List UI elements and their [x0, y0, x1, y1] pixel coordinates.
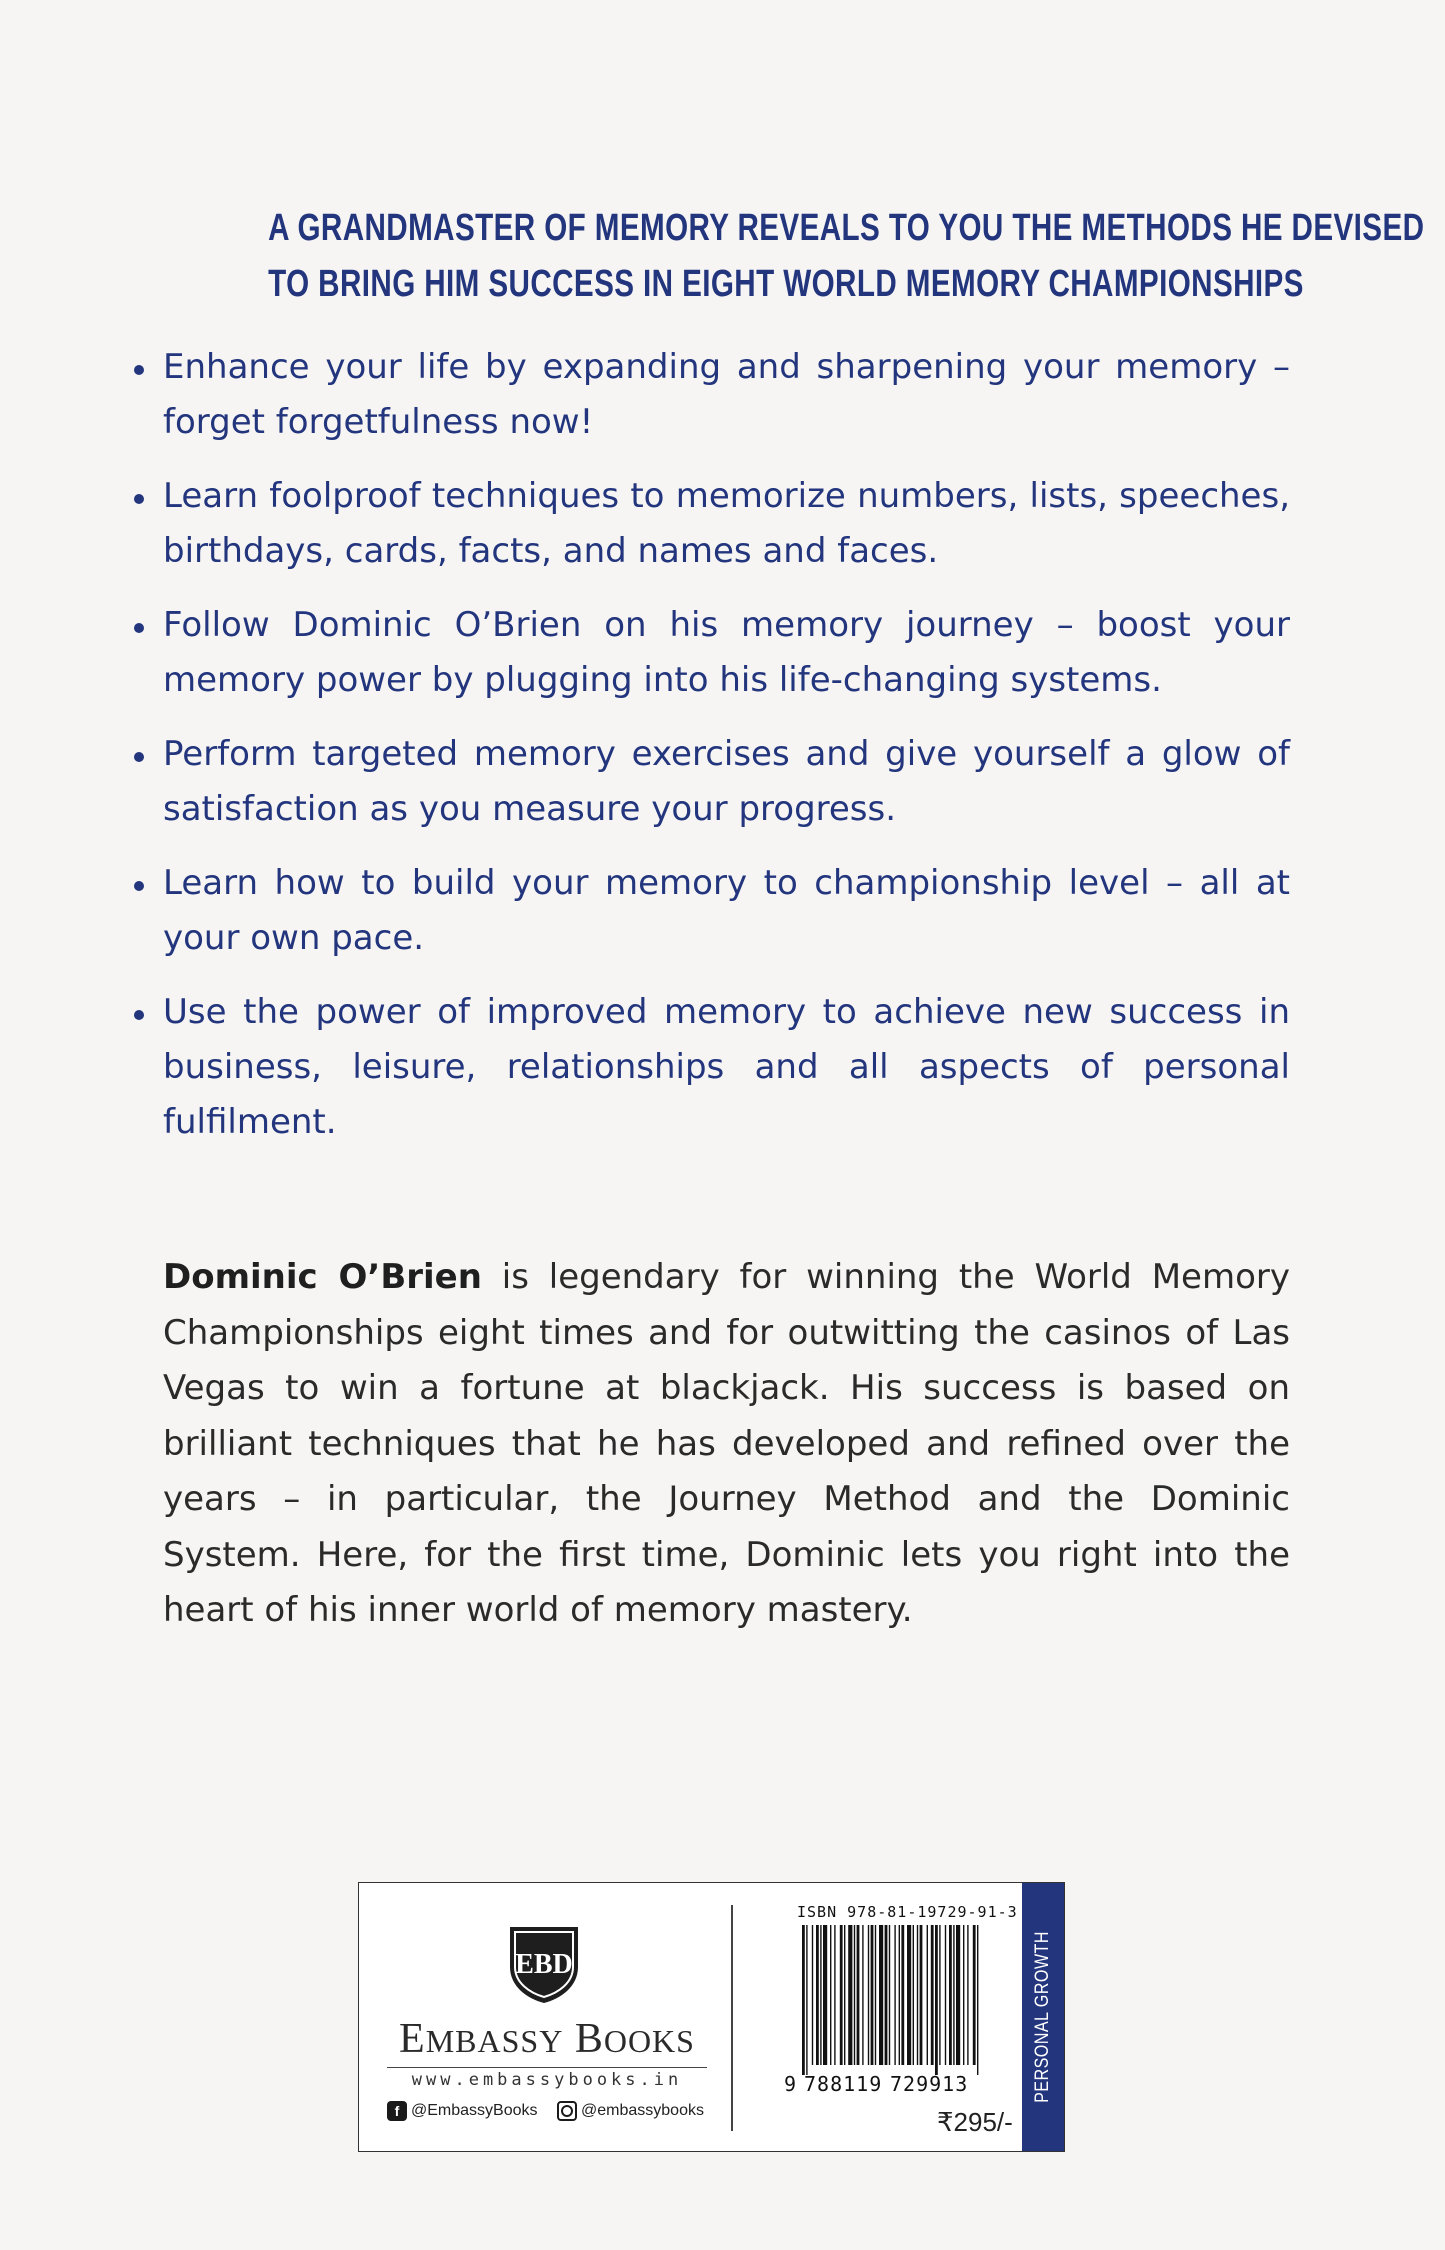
barcode-bar	[967, 1925, 968, 2065]
bullet-item	[130, 469, 1290, 579]
barcode-right-digits: 729913	[890, 2072, 969, 2096]
barcode-bar	[885, 1925, 888, 2065]
barcode-bars	[802, 1925, 978, 2075]
bullet-item	[130, 727, 1290, 837]
divider	[731, 1905, 733, 2131]
barcode-bar	[830, 1925, 831, 2065]
instagram-handle[interactable]	[557, 2101, 704, 2121]
bullet-item	[130, 340, 1290, 450]
bullet-dot-icon	[134, 623, 144, 633]
barcode-bar	[840, 1925, 843, 2065]
barcode-bar	[949, 1925, 952, 2065]
barcode-bar	[939, 1925, 940, 2065]
barcode-bar	[917, 1925, 918, 2065]
price: ₹295/-	[937, 2107, 1013, 2137]
barcode-bar	[857, 1925, 860, 2065]
bullet-dot-icon	[134, 365, 144, 375]
barcode-bar	[816, 1925, 819, 2065]
category-strip	[1022, 1883, 1064, 2151]
publisher-shield-logo-icon	[504, 1923, 584, 2005]
bullet-dot-icon	[134, 752, 144, 762]
bullet-text: Learn how to build your memory to championship level – all at your own pace.	[163, 863, 1290, 958]
bullet-text: Follow Dominic O’Brien on his memory journey – boost your memory power by plugging into his life-changing systems.	[163, 605, 1290, 700]
author-name: Dominic O’Brien	[163, 1257, 482, 1297]
barcode-bar	[862, 1925, 863, 2065]
barcode-bar	[953, 1925, 954, 2065]
barcode-bar	[920, 1925, 923, 2065]
barcode-bar	[945, 1925, 946, 2065]
barcode-bar	[848, 1925, 852, 2065]
bullet-dot-icon	[134, 494, 144, 504]
barcode-bar	[956, 1925, 960, 2065]
isbn-label: ISBN 978-81-19729-91-3	[797, 1903, 1018, 1921]
barcode-bar	[802, 1925, 805, 2075]
barcode-bar	[977, 1925, 978, 2075]
barcode-bar	[907, 1925, 911, 2065]
publisher-block	[359, 1883, 731, 2151]
headline-line-2: TO BRING HIM SUCCESS IN EIGHT WORLD MEMORY CHAMPIONSHIPS	[268, 263, 1304, 305]
barcode-bar	[820, 1925, 821, 2065]
bullet-item	[130, 856, 1290, 966]
barcode-bar	[854, 1925, 855, 2065]
facebook-handle[interactable]	[387, 2101, 538, 2121]
publisher-info-box	[358, 1882, 1065, 2152]
bullet-text: Learn foolproof techniques to memorize numbers, lists, speeches, birthdays, cards, facts, and names and faces.	[163, 476, 1290, 571]
svg-text:EBD: EBD	[515, 1949, 573, 1980]
bullet-text: Enhance your life by expanding and sharpening your memory – forget forgetfulness now!	[163, 347, 1290, 442]
barcode-bar	[935, 1925, 938, 2075]
category-label: PERSONAL GROWTH	[1032, 1931, 1053, 2103]
headline-line-1: A GRANDMASTER OF MEMORY REVEALS TO YOU THE METHODS HE DEVISED	[268, 207, 1425, 249]
barcode-bar	[823, 1925, 827, 2065]
facebook-icon: f	[387, 2101, 407, 2121]
barcode-bar	[973, 1925, 976, 2065]
bullet-dot-icon	[134, 1010, 144, 1020]
author-bio	[163, 1250, 1290, 1639]
barcode-bar	[963, 1925, 964, 2065]
bullet-text: Perform targeted memory exercises and give yourself a glow of satisfaction as you measure your progress.	[163, 734, 1290, 829]
barcode-bar	[875, 1925, 876, 2065]
barcode-bar	[894, 1925, 895, 2065]
barcode-bar	[871, 1925, 874, 2065]
isbn-barcode	[784, 1923, 984, 2113]
barcode-bar	[834, 1925, 835, 2065]
barcode-bar	[913, 1925, 914, 2065]
barcode-bar	[868, 1925, 869, 2065]
facebook-handle-text: @EmbassyBooks	[411, 2102, 538, 2119]
publisher-name: EMBASSY BOOKS	[387, 2013, 707, 2068]
headline	[268, 200, 1425, 312]
barcode-bar	[812, 1925, 813, 2065]
barcode-bar	[879, 1925, 883, 2065]
barcode-bar	[806, 1925, 807, 2075]
bio-text: is legendary for winning the World Memory Championships eight times and for outwitting the casinos of Las Vegas to win a fortune at blackjack. His success is based on brilliant techniques that he has developed and refined over the years – in particular, the Journey Method and the Dominic System. Here, for the first time, Dominic lets you right into the heart of his inner world of memory mastery.	[163, 1257, 1290, 1630]
barcode-bar	[927, 1925, 928, 2065]
bullet-dot-icon	[134, 881, 144, 891]
barcode-bar	[901, 1925, 904, 2065]
publisher-url[interactable]: www.embassybooks.in	[411, 2070, 683, 2090]
bullet-list	[130, 340, 1290, 1169]
barcode-bar	[889, 1925, 890, 2065]
bullet-item	[130, 598, 1290, 708]
instagram-handle-text: @embassybooks	[581, 2102, 704, 2119]
barcode-left-digits: 788119	[804, 2072, 883, 2096]
bullet-text: Use the power of improved memory to achieve new success in business, leisure, relationships and all aspects of personal fulfilment.	[163, 992, 1290, 1142]
barcode-bar	[844, 1925, 845, 2065]
instagram-icon	[557, 2101, 577, 2121]
bullet-item	[130, 985, 1290, 1150]
barcode-bar	[931, 1925, 934, 2065]
barcode-first-digit: 9	[784, 2072, 797, 2096]
barcode-bar	[899, 1925, 900, 2065]
